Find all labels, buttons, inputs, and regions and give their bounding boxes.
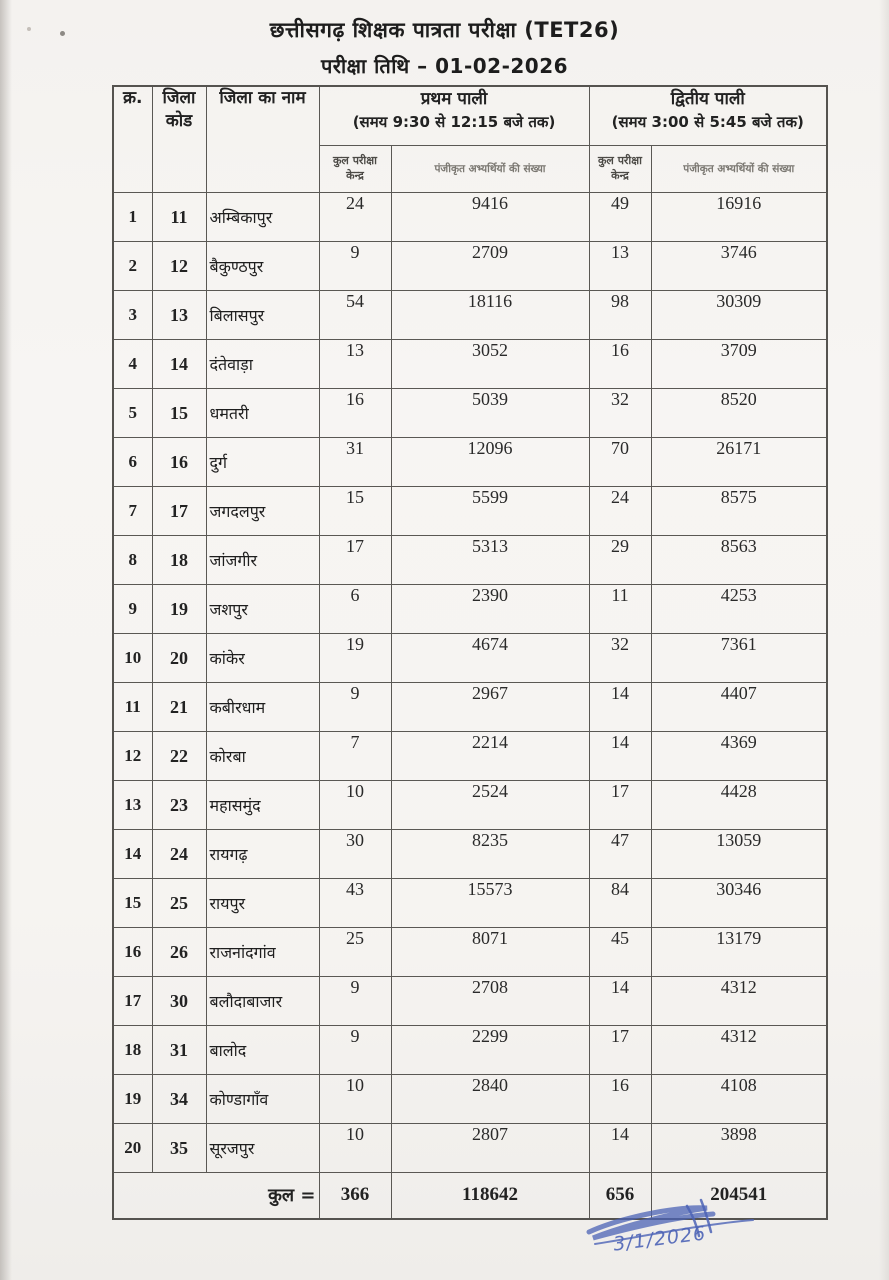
- row-shift2-centers: 32: [589, 389, 651, 438]
- header-shift2-centers: कुल परीक्षा केन्द्र: [589, 146, 651, 193]
- table-row: [113, 389, 827, 438]
- row-shift1-centers: 6: [319, 585, 391, 634]
- row-district-code: 13: [152, 291, 206, 340]
- row-shift2-centers: 11: [589, 585, 651, 634]
- table-row: [113, 977, 827, 1026]
- row-shift1-candidates: 2709: [391, 242, 589, 291]
- row-shift2-centers: 70: [589, 438, 651, 487]
- row-shift1-centers: 25: [319, 928, 391, 977]
- row-shift2-candidates: 4108: [651, 1075, 827, 1124]
- shift2-time: (समय 3:00 से 5:45 बजे तक): [611, 112, 804, 131]
- row-district-name: कोरबा: [206, 732, 319, 781]
- row-district-code: 30: [152, 977, 206, 1026]
- table-row: [113, 683, 827, 732]
- row-shift1-candidates: 8235: [391, 830, 589, 879]
- row-shift2-centers: 24: [589, 487, 651, 536]
- row-serial-number: 11: [113, 683, 152, 732]
- table-body: [113, 193, 827, 1173]
- row-district-name: जांजगीर: [206, 536, 319, 585]
- row-shift1-centers: 7: [319, 732, 391, 781]
- row-shift1-centers: 19: [319, 634, 391, 683]
- row-shift1-centers: 17: [319, 536, 391, 585]
- shift1-title: प्रथम पाली: [420, 89, 488, 109]
- row-shift1-centers: 9: [319, 242, 391, 291]
- row-serial-number: 17: [113, 977, 152, 1026]
- row-serial-number: 19: [113, 1075, 152, 1124]
- row-district-code: 22: [152, 732, 206, 781]
- row-district-code: 19: [152, 585, 206, 634]
- row-shift1-candidates: 15573: [391, 879, 589, 928]
- row-shift1-candidates: 2214: [391, 732, 589, 781]
- row-district-code: 34: [152, 1075, 206, 1124]
- row-shift1-candidates: 2708: [391, 977, 589, 1026]
- document-title-block: [0, 16, 889, 79]
- row-shift1-candidates: 4674: [391, 634, 589, 683]
- row-shift1-centers: 43: [319, 879, 391, 928]
- row-shift1-centers: 31: [319, 438, 391, 487]
- row-shift2-candidates: 4369: [651, 732, 827, 781]
- row-serial-number: 6: [113, 438, 152, 487]
- row-district-name: कांकेर: [206, 634, 319, 683]
- row-shift2-candidates: 16916: [651, 193, 827, 242]
- row-shift2-centers: 14: [589, 977, 651, 1026]
- row-shift2-candidates: 7361: [651, 634, 827, 683]
- header-shift1-candidates: पंजीकृत अभ्यर्थियों की संख्या: [391, 146, 589, 193]
- row-shift2-candidates: 3898: [651, 1124, 827, 1173]
- row-shift1-candidates: 2807: [391, 1124, 589, 1173]
- row-shift1-candidates: 2840: [391, 1075, 589, 1124]
- signature-date: 3/1/2026: [612, 1222, 708, 1256]
- row-shift2-centers: 98: [589, 291, 651, 340]
- row-shift1-centers: 9: [319, 977, 391, 1026]
- header-shift1-centers: कुल परीक्षा केन्द्र: [319, 146, 391, 193]
- row-district-name: कबीरधाम: [206, 683, 319, 732]
- row-district-code: 14: [152, 340, 206, 389]
- row-shift1-centers: 24: [319, 193, 391, 242]
- total-shift1-candidates: 118642: [391, 1173, 589, 1219]
- row-district-name: राजनांदगांव: [206, 928, 319, 977]
- row-serial-number: 12: [113, 732, 152, 781]
- row-district-name: बालोद: [206, 1026, 319, 1075]
- row-shift2-centers: 45: [589, 928, 651, 977]
- row-district-name: रायपुर: [206, 879, 319, 928]
- row-serial-number: 7: [113, 487, 152, 536]
- row-district-name: कोण्डागाँव: [206, 1075, 319, 1124]
- row-shift1-centers: 9: [319, 1026, 391, 1075]
- header-district-code: जिला कोड: [152, 86, 206, 193]
- row-shift1-candidates: 18116: [391, 291, 589, 340]
- row-district-code: 16: [152, 438, 206, 487]
- shift1-time: (समय 9:30 से 12:15 बजे तक): [352, 112, 556, 131]
- row-serial-number: 13: [113, 781, 152, 830]
- row-district-code: 12: [152, 242, 206, 291]
- row-district-name: बलौदाबाजार: [206, 977, 319, 1026]
- row-shift2-candidates: 13179: [651, 928, 827, 977]
- table-row: [113, 928, 827, 977]
- table-row: [113, 634, 827, 683]
- row-district-name: सूरजपुर: [206, 1124, 319, 1173]
- row-district-name: बिलासपुर: [206, 291, 319, 340]
- row-district-name: दुर्ग: [206, 438, 319, 487]
- total-shift2-candidates: 204541: [651, 1173, 827, 1219]
- row-shift1-candidates: 8071: [391, 928, 589, 977]
- table-row: [113, 340, 827, 389]
- table-row: [113, 781, 827, 830]
- row-shift2-candidates: 8575: [651, 487, 827, 536]
- table-row: [113, 585, 827, 634]
- row-serial-number: 16: [113, 928, 152, 977]
- row-district-code: 26: [152, 928, 206, 977]
- row-shift1-candidates: 2390: [391, 585, 589, 634]
- row-district-name: दंतेवाड़ा: [206, 340, 319, 389]
- row-district-name: महासमुंद: [206, 781, 319, 830]
- row-shift2-centers: 32: [589, 634, 651, 683]
- row-district-code: 25: [152, 879, 206, 928]
- table-row: [113, 1075, 827, 1124]
- row-shift1-centers: 15: [319, 487, 391, 536]
- row-district-code: 21: [152, 683, 206, 732]
- row-district-code: 24: [152, 830, 206, 879]
- table-row: [113, 536, 827, 585]
- total-shift2-centers: 656: [589, 1173, 651, 1219]
- header-shift2: [589, 86, 827, 146]
- row-shift1-centers: 10: [319, 781, 391, 830]
- row-shift1-candidates: 9416: [391, 193, 589, 242]
- row-shift2-candidates: 26171: [651, 438, 827, 487]
- row-serial-number: 18: [113, 1026, 152, 1075]
- header-sno: क्र.: [113, 86, 152, 193]
- row-district-name: धमतरी: [206, 389, 319, 438]
- row-district-code: 23: [152, 781, 206, 830]
- row-shift1-centers: 9: [319, 683, 391, 732]
- row-shift2-candidates: 13059: [651, 830, 827, 879]
- row-shift2-centers: 13: [589, 242, 651, 291]
- row-shift2-candidates: 30309: [651, 291, 827, 340]
- table-row: [113, 291, 827, 340]
- row-serial-number: 1: [113, 193, 152, 242]
- row-shift2-centers: 17: [589, 781, 651, 830]
- row-district-name: अम्बिकापुर: [206, 193, 319, 242]
- row-district-name: रायगढ़: [206, 830, 319, 879]
- row-serial-number: 4: [113, 340, 152, 389]
- row-shift1-candidates: 5039: [391, 389, 589, 438]
- row-shift2-centers: 17: [589, 1026, 651, 1075]
- table-row: [113, 732, 827, 781]
- row-serial-number: 14: [113, 830, 152, 879]
- row-district-code: 31: [152, 1026, 206, 1075]
- row-shift2-centers: 14: [589, 732, 651, 781]
- exam-statistics-table: [112, 85, 828, 1220]
- header-shift1: [319, 86, 589, 146]
- table-row: [113, 438, 827, 487]
- table-row: [113, 487, 827, 536]
- total-shift1-centers: 366: [319, 1173, 391, 1219]
- table-row: [113, 1026, 827, 1075]
- row-shift2-centers: 49: [589, 193, 651, 242]
- row-shift1-centers: 10: [319, 1124, 391, 1173]
- row-shift2-candidates: 4253: [651, 585, 827, 634]
- table-row: [113, 242, 827, 291]
- row-shift1-centers: 54: [319, 291, 391, 340]
- header-shift2-candidates: पंजीकृत अभ्यर्थियों की संख्या: [651, 146, 827, 193]
- row-shift1-candidates: 2967: [391, 683, 589, 732]
- row-serial-number: 10: [113, 634, 152, 683]
- row-serial-number: 9: [113, 585, 152, 634]
- row-serial-number: 2: [113, 242, 152, 291]
- row-shift2-candidates: 8520: [651, 389, 827, 438]
- row-shift2-candidates: 8563: [651, 536, 827, 585]
- row-shift2-candidates: 4312: [651, 1026, 827, 1075]
- row-shift2-centers: 84: [589, 879, 651, 928]
- row-shift2-centers: 14: [589, 1124, 651, 1173]
- row-district-code: 20: [152, 634, 206, 683]
- row-shift2-candidates: 4428: [651, 781, 827, 830]
- row-shift1-centers: 13: [319, 340, 391, 389]
- row-district-code: 35: [152, 1124, 206, 1173]
- row-district-name: जशपुर: [206, 585, 319, 634]
- handwritten-signature: [575, 1198, 815, 1276]
- row-serial-number: 3: [113, 291, 152, 340]
- table-header: [113, 86, 827, 193]
- row-shift2-centers: 16: [589, 1075, 651, 1124]
- row-serial-number: 20: [113, 1124, 152, 1173]
- row-serial-number: 15: [113, 879, 152, 928]
- row-shift1-candidates: 3052: [391, 340, 589, 389]
- row-shift2-candidates: 4407: [651, 683, 827, 732]
- row-shift1-centers: 30: [319, 830, 391, 879]
- row-shift1-centers: 16: [319, 389, 391, 438]
- row-shift2-candidates: 3746: [651, 242, 827, 291]
- row-shift2-centers: 14: [589, 683, 651, 732]
- row-shift2-candidates: 3709: [651, 340, 827, 389]
- shift2-title: द्वितीय पाली: [670, 89, 745, 109]
- row-shift2-centers: 29: [589, 536, 651, 585]
- table-row: [113, 830, 827, 879]
- total-label: कुल =: [113, 1173, 319, 1219]
- table-row: [113, 879, 827, 928]
- row-shift2-centers: 47: [589, 830, 651, 879]
- row-shift2-candidates: 30346: [651, 879, 827, 928]
- row-district-name: बैकुण्ठपुर: [206, 242, 319, 291]
- table-row: [113, 1124, 827, 1173]
- row-district-code: 11: [152, 193, 206, 242]
- table-row: [113, 193, 827, 242]
- row-district-code: 18: [152, 536, 206, 585]
- row-shift1-candidates: 5599: [391, 487, 589, 536]
- row-shift1-centers: 10: [319, 1075, 391, 1124]
- row-shift1-candidates: 2524: [391, 781, 589, 830]
- row-shift1-candidates: 12096: [391, 438, 589, 487]
- row-shift2-candidates: 4312: [651, 977, 827, 1026]
- header-district-name: जिला का नाम: [206, 86, 319, 193]
- row-district-code: 15: [152, 389, 206, 438]
- document-title: छत्तीसगढ़ शिक्षक पात्रता परीक्षा (TET26): [269, 18, 620, 42]
- row-serial-number: 5: [113, 389, 152, 438]
- row-district-name: जगदलपुर: [206, 487, 319, 536]
- exam-date-line: परीक्षा तिथि – 01-02-2026: [320, 54, 569, 78]
- row-district-code: 17: [152, 487, 206, 536]
- row-shift1-candidates: 2299: [391, 1026, 589, 1075]
- row-shift1-candidates: 5313: [391, 536, 589, 585]
- row-serial-number: 8: [113, 536, 152, 585]
- row-shift2-centers: 16: [589, 340, 651, 389]
